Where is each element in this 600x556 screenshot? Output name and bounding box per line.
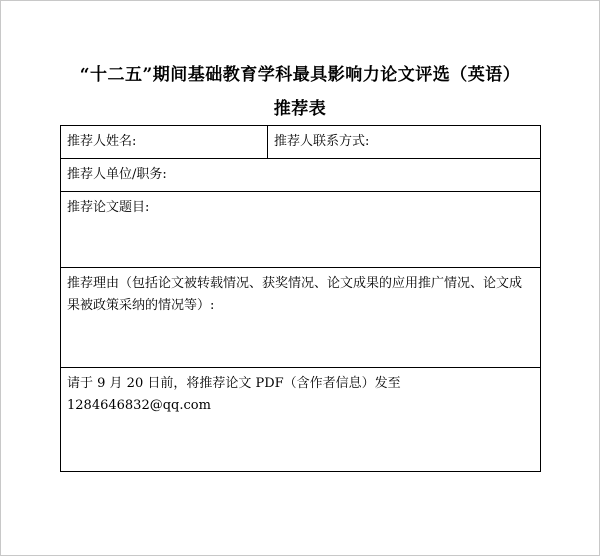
recommender-unit-label: 推荐人单位/职务: xyxy=(67,167,167,182)
submission-note-cell xyxy=(61,368,541,472)
document-subtitle: 推荐表 xyxy=(273,99,327,119)
form-row-reason xyxy=(61,268,541,368)
form-row-name-contact xyxy=(61,126,541,159)
form-row-unit xyxy=(61,159,541,192)
submission-note-text: 请于 9 月 20 日前，将推荐论文 PDF（含作者信息）发至 1284646832@qq.com xyxy=(67,376,401,413)
recommender-name-cell[interactable] xyxy=(61,126,268,159)
recommendation-form-table xyxy=(60,125,541,472)
recommender-name-label: 推荐人姓名: xyxy=(67,134,137,149)
reason-label: 推荐理由（包括论文被转载情况、获奖情况、论文成果的应用推广情况、论文成果被政策采纳的情况等）: xyxy=(67,276,523,313)
recommender-contact-cell[interactable] xyxy=(268,126,541,159)
recommender-contact-label: 推荐人联系方式: xyxy=(274,134,370,149)
form-row-submission-note xyxy=(61,368,541,472)
form-row-paper-title xyxy=(61,192,541,268)
paper-title-label: 推荐论文题目: xyxy=(67,200,150,215)
reason-cell[interactable] xyxy=(61,268,541,368)
document-title: “十二五”期间基础教育学科最具影响力论文评选（英语） xyxy=(79,65,521,85)
paper-title-cell[interactable] xyxy=(61,192,541,268)
recommender-unit-cell[interactable] xyxy=(61,159,541,192)
